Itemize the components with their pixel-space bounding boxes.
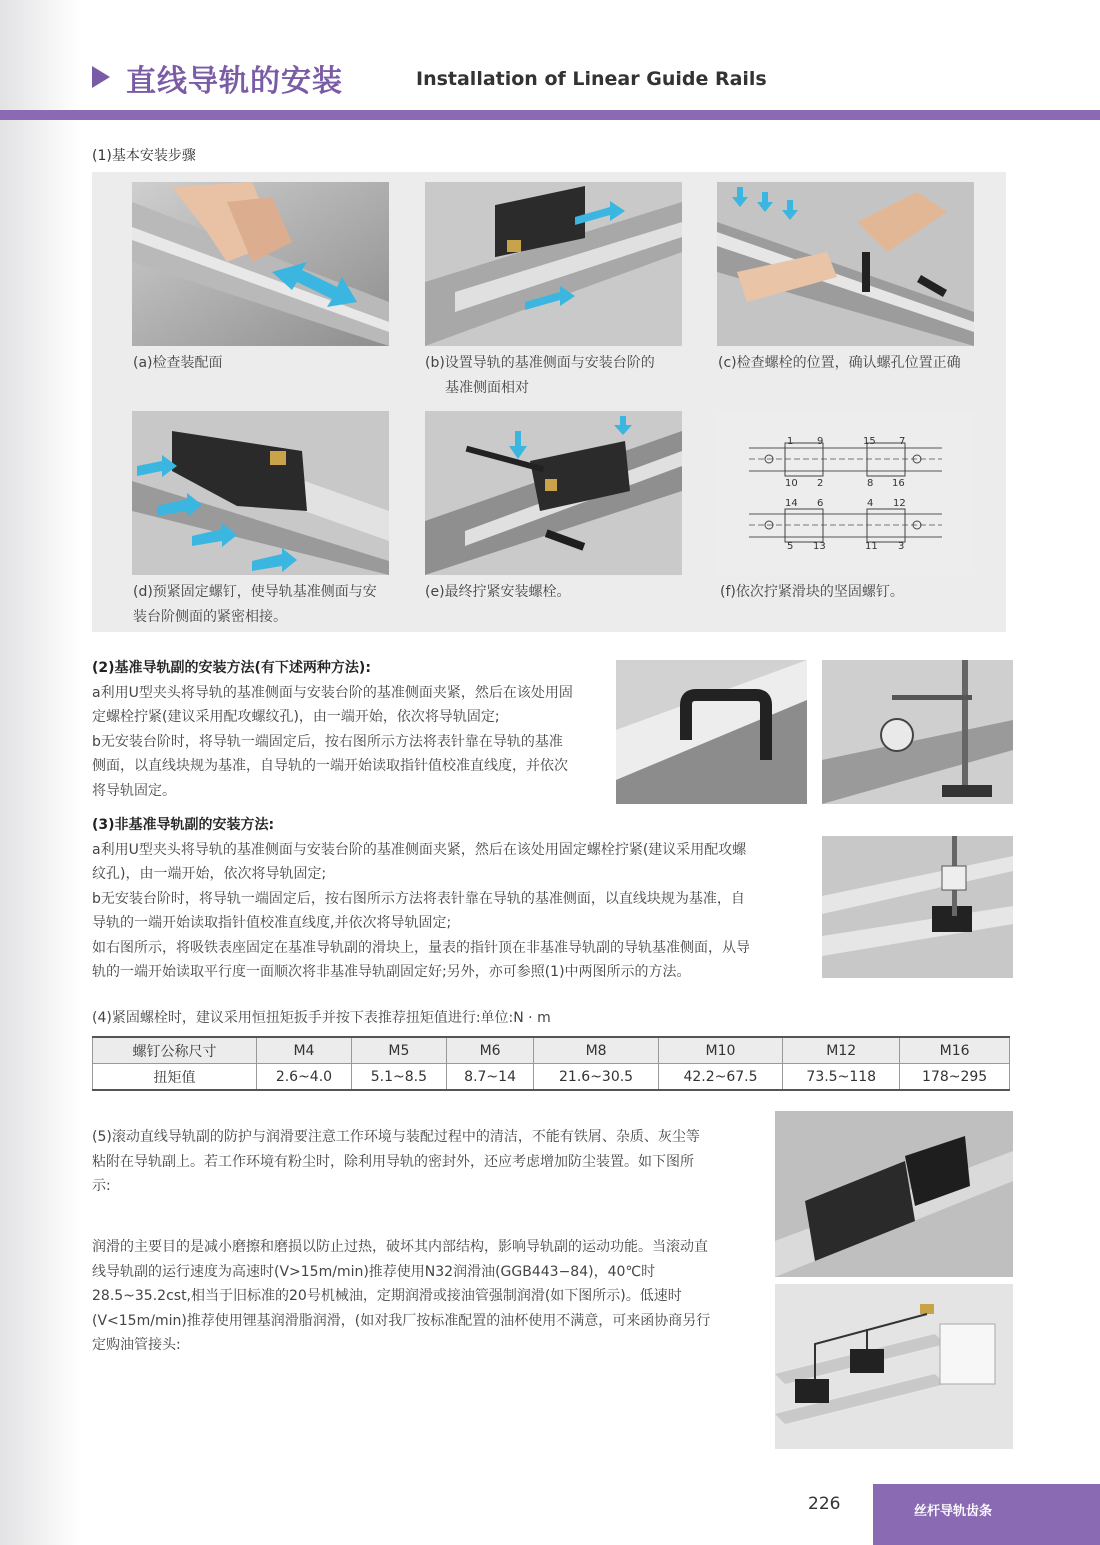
table-cell: M6 <box>446 1037 534 1064</box>
lubrication-line: 线导轨副的运行速度为高速时(V>15m/min)推荐使用N32润滑油(GGB443−84)，40℃时 <box>92 1263 656 1280</box>
photo-bellows-dust-cover <box>775 1111 1013 1277</box>
table-cell: 42.2~67.5 <box>658 1064 782 1091</box>
footer-label: 丝杆导轨齿条 <box>913 1504 992 1519</box>
bolt-number: 1 <box>787 436 794 447</box>
table-cell: M5 <box>351 1037 446 1064</box>
section3-line: 如右图所示，将吸铁表座固定在基准导轨副的滑块上，量表的指针顶在非基准导轨副的导轨基准侧面，从导 <box>92 939 750 956</box>
photo-parallel-alignment <box>822 836 1013 978</box>
photo-pre-tighten-screws <box>132 411 389 575</box>
section5-line: 粘附在导轨副上。若工作环境有粉尘时，除利用导轨的密封外，还应考虑增加防尘装置。如下图所 <box>92 1153 694 1170</box>
section2-line: 定螺栓拧紧(建议采用配攻螺纹孔)，由一端开始，依次将导轨固定; <box>92 709 500 725</box>
caption-step-a: (a)检查装配面 <box>133 355 223 371</box>
bolt-number: 12 <box>893 498 906 509</box>
section3-line: a利用U型夹头将导轨的基准侧面与安装台阶的基准侧面夹紧，然后在该处用固定螺栓拧紧(建议采用配攻螺 <box>92 841 747 858</box>
torque-table-header-row <box>93 1037 1010 1064</box>
table-cell: M16 <box>900 1037 1010 1064</box>
section2-line: b无安装台阶时，将导轨一端固定后，按右图所示方法将表针靠在导轨的基准 <box>92 733 563 750</box>
caption-step-f: (f)依次拧紧滑块的坚固螺钉。 <box>720 584 904 600</box>
bolt-number: 3 <box>898 541 905 552</box>
photo-set-rail-reference <box>425 182 682 346</box>
section3-line: 导轨的一端开始读取指针值校准直线度,并依次将导轨固定; <box>92 915 452 931</box>
bolt-number: 2 <box>817 478 824 489</box>
bolt-number: 6 <box>817 498 824 509</box>
bolt-number: 11 <box>865 541 878 552</box>
lubrication-text <box>92 1235 752 1358</box>
table-cell: M12 <box>783 1037 900 1064</box>
section2-line: a利用U型夹头将导轨的基准侧面与安装台阶的基准侧面夹紧，然后在该处用固 <box>92 684 573 701</box>
bolt-number: 8 <box>867 478 874 489</box>
photo-dial-indicator <box>822 660 1013 804</box>
photo-final-tighten-bolts <box>425 411 682 575</box>
photo-u-clamp <box>616 660 807 804</box>
bolt-number: 14 <box>785 498 798 509</box>
table-cell: M4 <box>257 1037 352 1064</box>
table-cell: 2.6~4.0 <box>257 1064 352 1091</box>
page-number: 226 <box>808 1494 841 1514</box>
table-cell: 扭矩值 <box>93 1064 257 1091</box>
torque-table-row <box>93 1064 1010 1091</box>
section2-heading: (2)基准导轨副的安装方法(有下述两种方法): <box>92 660 371 676</box>
bolt-number: 7 <box>899 436 906 447</box>
section2-line: 将导轨固定。 <box>92 782 176 799</box>
caption-step-d-line1: (d)预紧固定螺钉，使导轨基准侧面与安 <box>133 584 377 600</box>
photo-oil-lubrication-system <box>775 1284 1013 1449</box>
bolt-tightening-order-diagram <box>717 411 974 575</box>
lubrication-line: (V<15m/min)推荐使用锂基润滑脂润滑，(如对我厂按标准配置的油杯使用不满意，可来函协商另行 <box>92 1312 711 1329</box>
section4-label: (4)紧固螺栓时，建议采用恒扭矩扳手并按下表推荐扭矩值进行:单位:N · m <box>92 1010 551 1026</box>
caption-step-b-line2: 基准侧面相对 <box>445 380 529 396</box>
section2-line: 侧面，以直线块规为基准，自导轨的一端开始读取指针值校准直线度，并依次 <box>92 758 568 774</box>
photo-check-bolt-position <box>717 182 974 346</box>
section5-line: (5)滚动直线导轨副的防护与润滑要注意工作环境与装配过程中的清洁，不能有铁屑、杂质、灰尘等 <box>92 1129 700 1145</box>
section5-text <box>92 1125 752 1199</box>
page-title-english: Installation of Linear Guide Rails <box>416 68 767 90</box>
table-cell: 73.5~118 <box>783 1064 900 1091</box>
bolt-number: 4 <box>867 498 874 509</box>
title-divider-bar <box>0 110 1100 120</box>
torque-table <box>92 1036 1010 1091</box>
bolt-number: 15 <box>863 436 876 447</box>
caption-step-b-line1: (b)设置导轨的基准侧面与安装台阶的 <box>425 355 655 371</box>
table-cell: 8.7~14 <box>446 1064 534 1091</box>
table-cell: M8 <box>534 1037 658 1064</box>
lubrication-line: 28.5~35.2cst,相当于旧标准的20号机械油，定期润滑或接油管强制润滑(如下图所示)。低速时 <box>92 1288 682 1304</box>
section2-text <box>92 656 612 803</box>
section3-line: 纹孔)，由一端开始，依次将导轨固定; <box>92 866 327 882</box>
bolt-number: 10 <box>785 478 798 489</box>
page-title: 直线导轨的安装 <box>126 64 343 99</box>
bolt-number: 16 <box>892 478 905 489</box>
lubrication-line: 定购油管接头: <box>92 1337 181 1353</box>
caption-step-d-line2: 装台阶侧面的紧密相接。 <box>133 609 287 625</box>
section3-line: b无安装台阶时，将导轨一端固定后，按右图所示方法将表针靠在导轨的基准侧面，以直线块规为基准，自 <box>92 890 745 907</box>
table-cell: M10 <box>658 1037 782 1064</box>
bolt-number: 9 <box>817 436 824 447</box>
section3-text <box>92 813 812 985</box>
bolt-number: 13 <box>813 541 826 552</box>
lubrication-line: 润滑的主要目的是减小磨擦和磨损以防止过热，破坏其内部结构，影响导轨副的运动功能。当滚动直 <box>92 1239 708 1255</box>
table-cell: 螺钉公称尺寸 <box>93 1037 257 1064</box>
table-cell: 5.1~8.5 <box>351 1064 446 1091</box>
section3-line: 轨的一端开始读取平行度一面顺次将非基准导轨副固定好;另外，亦可参照(1)中两图所示的方法。 <box>92 964 691 980</box>
section3-heading: (3)非基准导轨副的安装方法: <box>92 817 275 833</box>
left-page-shade <box>0 0 80 1545</box>
table-cell: 21.6~30.5 <box>534 1064 658 1091</box>
section5-line: 示: <box>92 1178 111 1194</box>
caption-step-e: (e)最终拧紧安装螺栓。 <box>425 584 571 600</box>
photo-check-mounting-surface <box>132 182 389 346</box>
title-arrow-icon <box>92 66 110 88</box>
table-cell: 178~295 <box>900 1064 1010 1091</box>
bolt-number: 5 <box>787 541 794 552</box>
caption-step-c: (c)检查螺栓的位置，确认螺孔位置正确 <box>718 355 961 371</box>
section1-label: (1)基本安装步骤 <box>92 148 196 164</box>
